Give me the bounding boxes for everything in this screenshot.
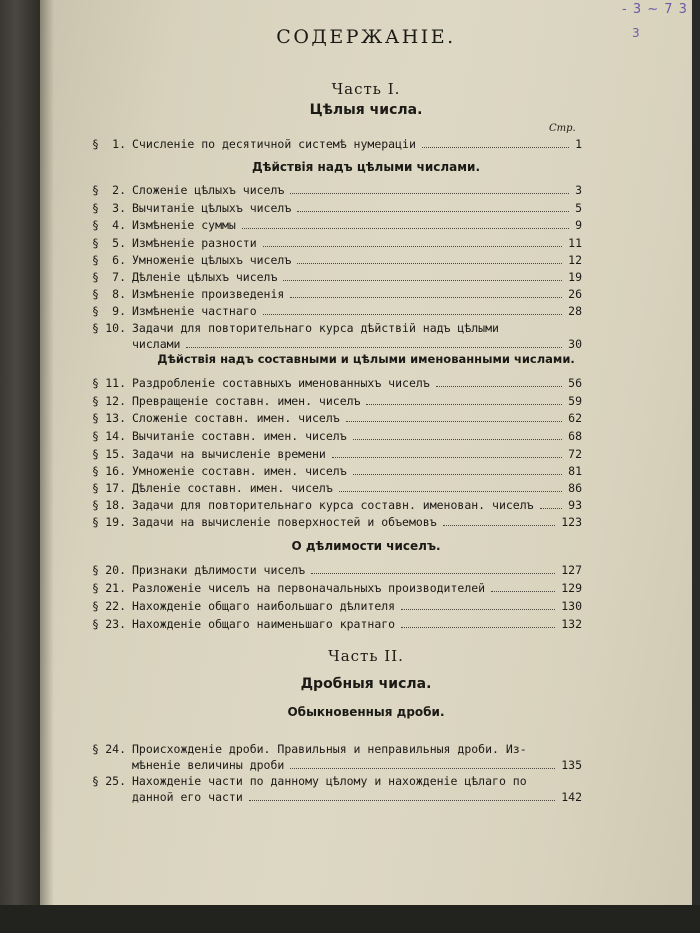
toc-entry [40, 462, 692, 480]
page-number: 19 [568, 270, 582, 284]
pencil-annotation-secondary: 3 [632, 26, 640, 40]
toc-entry [40, 513, 692, 531]
page-number: 142 [561, 790, 582, 804]
toc-entry [40, 216, 692, 234]
entry-title-continued: числами [132, 337, 181, 351]
page-number: 30 [568, 337, 582, 351]
section-number: 16. [105, 464, 126, 478]
section-sign: § [92, 137, 99, 151]
section-number: 24. [105, 742, 126, 756]
entry-title-continued: данной его части [132, 790, 243, 804]
section-number: 8. [112, 287, 126, 301]
entry-title: Сложеніе цѣлыхъ чиселъ [132, 183, 285, 197]
section-sign: § [92, 464, 99, 478]
toc-entry [40, 479, 692, 497]
entry-title: Нахожденіе общаго наибольшаго дѣлителя [132, 599, 396, 613]
section-number: 23. [105, 617, 126, 631]
section-sign: § [92, 411, 99, 425]
section-sign: § [92, 481, 99, 495]
toc-entry-continuation [40, 788, 692, 806]
toc-entry [40, 445, 692, 463]
dot-leader [290, 193, 569, 194]
entry-title-continued: мѣненіе величины дроби [132, 758, 285, 772]
section-sign: § [92, 287, 99, 301]
page-number: 132 [561, 617, 582, 631]
page-number: 130 [561, 599, 582, 613]
section-sign: § [92, 321, 99, 335]
toc-entry-continuation [40, 335, 692, 353]
section-sign: § [92, 617, 99, 631]
page-number: 5 [575, 201, 582, 215]
desk-background-bottom [0, 905, 700, 933]
section-sign: § [92, 447, 99, 461]
section-number: 3. [112, 201, 126, 215]
entry-title: Задачи на вычисленіе времени [132, 447, 326, 461]
page-number: 129 [561, 581, 582, 595]
page-number: 3 [575, 183, 582, 197]
entry-title: Признаки дѣлимости чиселъ [132, 563, 306, 577]
entry-title: Измѣненіе суммы [132, 218, 236, 232]
section-number: 25. [105, 774, 126, 788]
entry-title: Происхожденіе дроби. Правильныя и неправильныя дроби. Из- [132, 742, 527, 756]
section-sign: § [92, 394, 99, 408]
section-number: 22. [105, 599, 126, 613]
section-number: 10. [105, 321, 126, 335]
section-sign: § [92, 270, 99, 284]
section-sign: § [92, 742, 99, 756]
dot-leader [186, 347, 562, 348]
section-sign: § [92, 183, 99, 197]
section-sign: § [92, 581, 99, 595]
dot-leader [249, 800, 555, 801]
section-number: 5. [112, 236, 126, 250]
toc-entry [40, 135, 692, 153]
entry-title: Измѣненіе произведенія [132, 287, 285, 301]
entry-title: Задачи для повторительнаго курса дѣйствій надъ цѣлыми [132, 321, 499, 335]
toc-entry [40, 199, 692, 217]
page-number: 81 [568, 464, 582, 478]
section-sign: § [92, 563, 99, 577]
section-number: 6. [112, 253, 126, 267]
entry-title: Дѣленіе цѣлыхъ чиселъ [132, 270, 278, 284]
section-number: 4. [112, 218, 126, 232]
page-column-label: Стр. [549, 123, 576, 134]
section-number: 21. [105, 581, 126, 595]
entry-title: Задачи для повторительнаго курса составн. именован. чиселъ [132, 498, 534, 512]
entry-title: Дѣленіе составн. имен. чиселъ [132, 481, 333, 495]
dot-leader [339, 491, 562, 492]
section-heading: Дѣйствія надъ составными и цѣлыми именованными числами. [157, 352, 575, 366]
toc-entry [40, 181, 692, 199]
toc-entry [40, 615, 692, 633]
dot-leader [311, 573, 555, 574]
toc-entry [40, 597, 692, 615]
section-number: 18. [105, 498, 126, 512]
toc-entry [40, 496, 692, 514]
dot-leader [290, 297, 562, 298]
page-number: 123 [561, 515, 582, 529]
entry-title: Вычитаніе составн. имен. чиселъ [132, 429, 347, 443]
section-number: 9. [112, 304, 126, 318]
group-heading: Цѣлыя числа. [309, 102, 423, 118]
section-heading: Дѣйствія надъ цѣлыми числами. [251, 160, 481, 174]
dot-leader [332, 457, 562, 458]
section-sign: § [92, 218, 99, 232]
pencil-annotation: - 3 ~ 7 3 [622, 2, 688, 17]
dot-leader [297, 263, 562, 264]
section-sign: § [92, 376, 99, 390]
entry-title: Нахожденіе части по данному цѣлому и нахожденіе цѣлаго по [132, 774, 527, 788]
page-number: 72 [568, 447, 582, 461]
toc-entry [40, 561, 692, 579]
entry-title: Сложеніе составн. имен. чиселъ [132, 411, 340, 425]
section-sign: § [92, 515, 99, 529]
entry-title: Превращеніе составн. имен. чиселъ [132, 394, 361, 408]
toc-entry [40, 409, 692, 427]
page-number: 86 [568, 481, 582, 495]
section-sign: § [92, 774, 99, 788]
toc-entry [40, 427, 692, 445]
section-number: 13. [105, 411, 126, 425]
entry-title: Раздробленіе составныхъ именованныхъ чиселъ [132, 376, 430, 390]
part-heading: Часть II. [328, 647, 404, 665]
section-number: 15. [105, 447, 126, 461]
section-heading: О дѣлимости чиселъ. [291, 539, 441, 553]
toc-entry [40, 579, 692, 597]
toc-entry [40, 374, 692, 392]
dot-leader [290, 768, 555, 769]
page-number: 12 [568, 253, 582, 267]
page-number: 127 [561, 563, 582, 577]
entry-title: Умноженіе составн. имен. чиселъ [132, 464, 347, 478]
entry-title: Умноженіе цѣлыхъ чиселъ [132, 253, 292, 267]
section-number: 19. [105, 515, 126, 529]
page-number: 1 [575, 137, 582, 151]
dot-leader [297, 211, 569, 212]
section-number: 12. [105, 394, 126, 408]
page-number: 9 [575, 218, 582, 232]
page-number: 28 [568, 304, 582, 318]
dot-leader [283, 280, 562, 281]
section-number: 11. [105, 376, 126, 390]
group-heading: Дробныя числа. [300, 676, 432, 692]
section-sign: § [92, 498, 99, 512]
section-number: 7. [112, 270, 126, 284]
page-number: 68 [568, 429, 582, 443]
dot-leader [263, 246, 562, 247]
page-number: 93 [568, 498, 582, 512]
page-number: 135 [561, 758, 582, 772]
desk-background-left [0, 0, 40, 933]
entry-title: Задачи на вычисленіе поверхностей и объемовъ [132, 515, 437, 529]
section-sign: § [92, 253, 99, 267]
entry-title: Вычитаніе цѣлыхъ чиселъ [132, 201, 292, 215]
entry-title: Измѣненіе разности [132, 236, 257, 250]
section-number: 1. [112, 137, 126, 151]
entry-title: Счисленіе по десятичной системѣ нумераціи [132, 137, 416, 151]
section-number: 2. [112, 183, 126, 197]
section-sign: § [92, 429, 99, 443]
toc-entry [40, 392, 692, 410]
page-title: СОДЕРЖАНІЕ. [276, 26, 456, 48]
entry-title: Разложеніе чиселъ на первоначальныхъ производителей [132, 581, 486, 595]
page-number: 59 [568, 394, 582, 408]
dot-leader [263, 314, 562, 315]
part-heading: Часть I. [331, 80, 401, 98]
toc-entry [40, 234, 692, 252]
section-number: 14. [105, 429, 126, 443]
toc-entry [40, 285, 692, 303]
section-sign: § [92, 304, 99, 318]
page-number: 56 [568, 376, 582, 390]
page-number: 62 [568, 411, 582, 425]
section-number: 17. [105, 481, 126, 495]
entry-title: Нахожденіе общаго наименьшаго кратнаго [132, 617, 396, 631]
section-sign: § [92, 236, 99, 250]
dot-leader [242, 228, 569, 229]
toc-entry [40, 268, 692, 286]
toc-entry [40, 251, 692, 269]
section-sign: § [92, 599, 99, 613]
section-heading: Обыкновенныя дроби. [287, 705, 445, 719]
page-number: 26 [568, 287, 582, 301]
section-sign: § [92, 201, 99, 215]
entry-title: Измѣненіе частнаго [132, 304, 257, 318]
section-number: 20. [105, 563, 126, 577]
book-page [40, 0, 692, 905]
page-number: 11 [568, 236, 582, 250]
toc-entry [40, 302, 692, 320]
